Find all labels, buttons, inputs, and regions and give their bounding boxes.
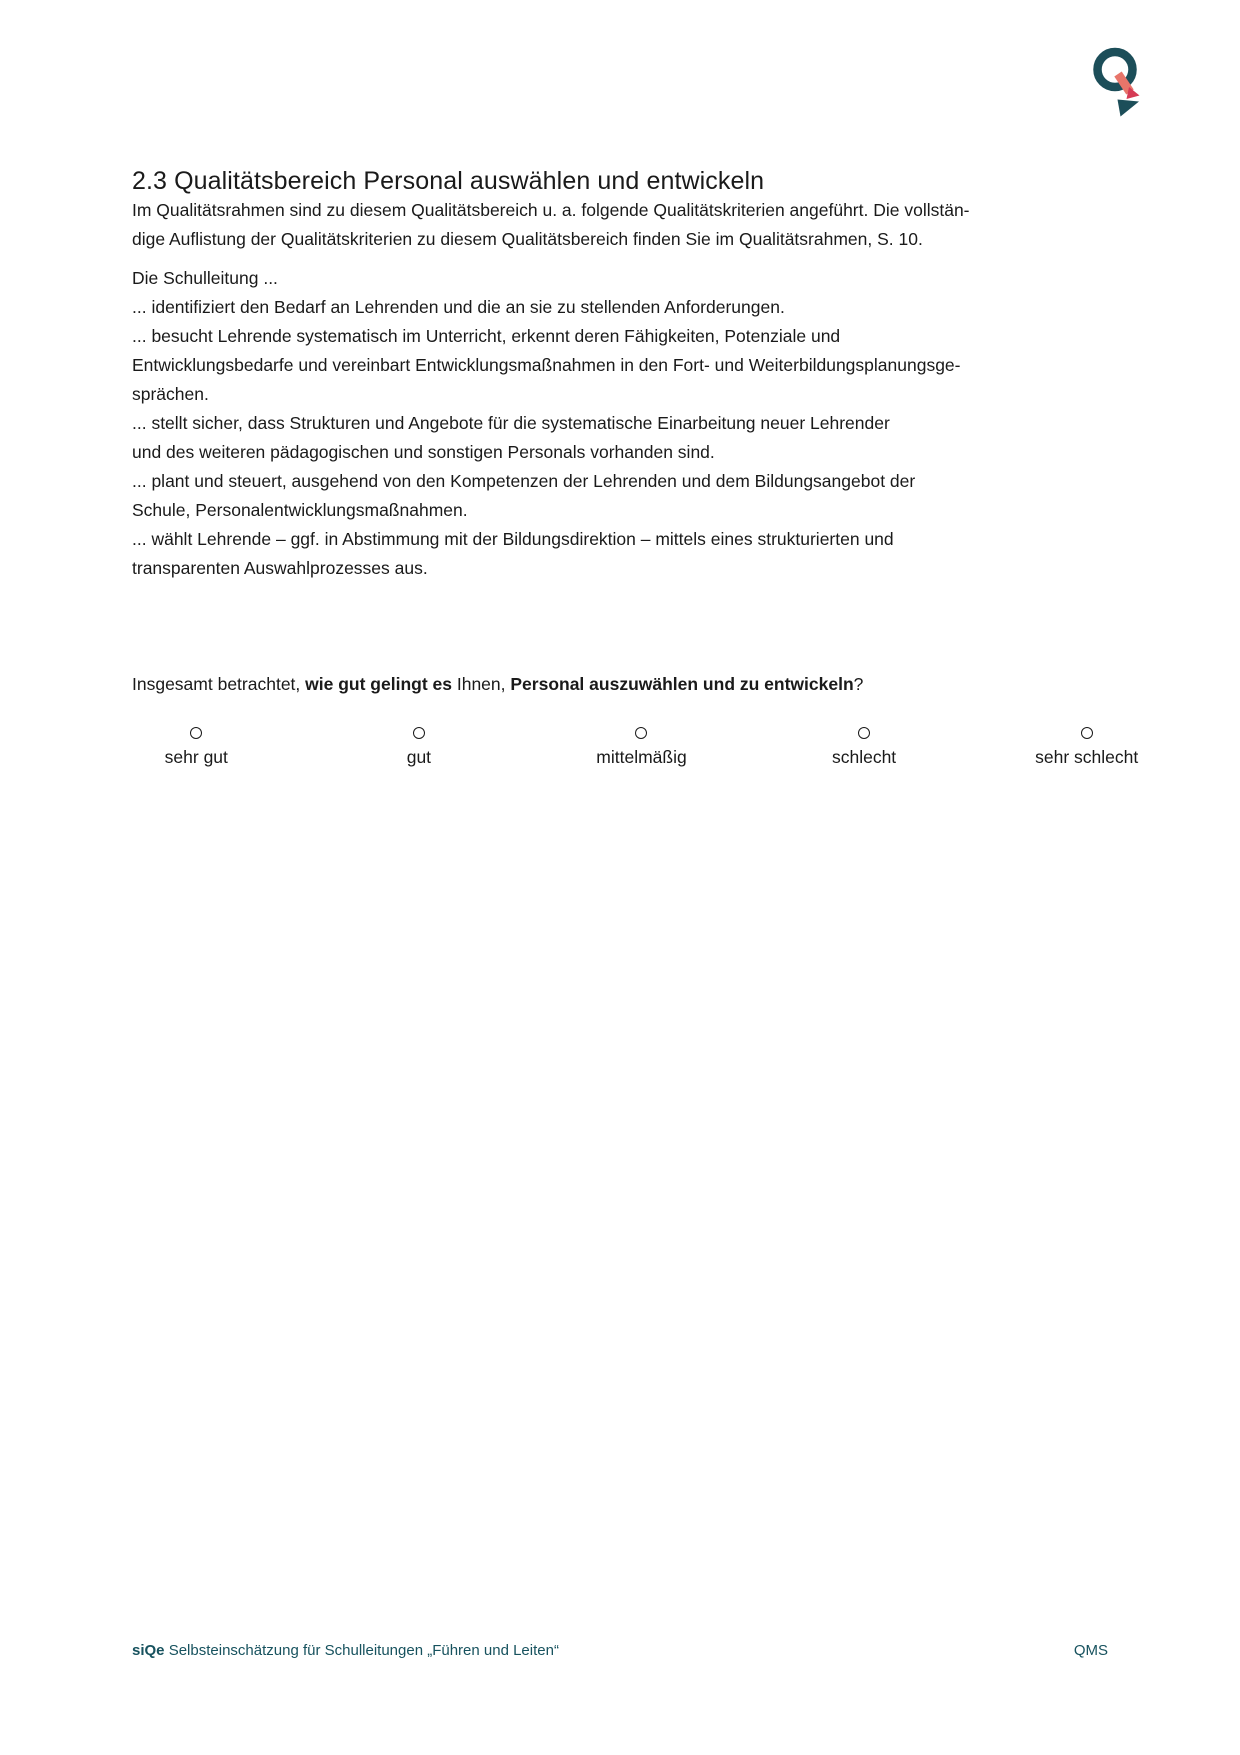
rating-scale xyxy=(85,727,1198,768)
question-text: ? xyxy=(853,673,864,694)
question-emphasis: Personal auszuwählen und zu entwickeln xyxy=(510,673,854,694)
footer-left-text xyxy=(132,1641,559,1661)
criterion-line: Die Schulleitung ... xyxy=(132,268,278,288)
criteria-list xyxy=(132,264,1132,583)
criterion-line: transparenten Auswahlprozesses aus. xyxy=(132,558,428,578)
criterion-line: und des weiteren pädagogischen und sonstigen Personals vorhanden sind. xyxy=(132,442,715,462)
footer-subtitle: Selbsteinschätzung für Schulleitungen „Führen und Leiten“ xyxy=(164,1642,559,1659)
overall-question xyxy=(132,670,1132,699)
radio-button-icon[interactable] xyxy=(413,727,425,739)
radio-button-icon[interactable] xyxy=(1081,727,1093,739)
qms-logo-icon xyxy=(1093,47,1141,121)
rating-option-label: schlecht xyxy=(831,747,897,767)
footer-brand: siQe xyxy=(132,1642,165,1659)
question-emphasis: wie gut gelingt es xyxy=(305,673,452,694)
intro-paragraph xyxy=(132,196,1132,254)
rating-option-label: mittelmäßig xyxy=(596,747,687,767)
footer-right-text: QMS xyxy=(1073,1642,1108,1659)
rating-option-2[interactable] xyxy=(308,727,531,768)
intro-line: Im Qualitätsrahmen sind zu diesem Qualitätsbereich u. a. folgende Qualitätskriterien angeführt. Die vollstän- xyxy=(132,200,970,220)
criterion-line: ... stellt sicher, dass Strukturen und Angebote für die systematische Einarbeitung neuer Lehrender xyxy=(132,413,890,433)
rating-option-label: gut xyxy=(406,747,432,767)
criterion-line: Entwicklungsbedarfe und vereinbart Entwicklungsmaßnahmen in den Fort- und Weiterbildungsplanungsge- xyxy=(132,355,961,375)
radio-button-icon[interactable] xyxy=(858,727,870,739)
rating-option-1[interactable] xyxy=(85,727,308,768)
rating-option-4[interactable] xyxy=(753,727,976,768)
criterion-line: ... plant und steuert, ausgehend von den Kompetenzen der Lehrenden und dem Bildungsangebot der xyxy=(132,471,916,491)
criterion-line: ... besucht Lehrende systematisch im Unterricht, erkennt deren Fähigkeiten, Potenziale und xyxy=(132,326,841,346)
rating-option-3[interactable] xyxy=(530,727,753,768)
criterion-line: Schule, Personalentwicklungsmaßnahmen. xyxy=(132,500,468,520)
page-footer xyxy=(132,1641,1108,1661)
criterion-line: ... identifiziert den Bedarf an Lehrenden und die an sie zu stellenden Anforderungen. xyxy=(132,297,785,317)
radio-button-icon[interactable] xyxy=(635,727,647,739)
rating-option-5[interactable] xyxy=(975,727,1198,768)
criterion-line: sprächen. xyxy=(132,384,209,404)
question-text: Ihnen, xyxy=(451,673,511,694)
intro-line: dige Auflistung der Qualitätskriterien zu diesem Qualitätsbereich finden Sie im Qualitätsrahmen, S. 10. xyxy=(132,229,923,249)
rating-option-label: sehr schlecht xyxy=(1035,747,1139,767)
page-title: 2.3 Qualitätsbereich Personal auswählen und entwickeln xyxy=(132,166,765,195)
criterion-line: ... wählt Lehrende – ggf. in Abstimmung mit der Bildungsdirektion – mittels eines strukturierten und xyxy=(132,529,894,549)
rating-option-label: sehr gut xyxy=(164,747,228,767)
question-text: Insgesamt betrachtet, xyxy=(132,673,306,694)
radio-button-icon[interactable] xyxy=(190,727,202,739)
